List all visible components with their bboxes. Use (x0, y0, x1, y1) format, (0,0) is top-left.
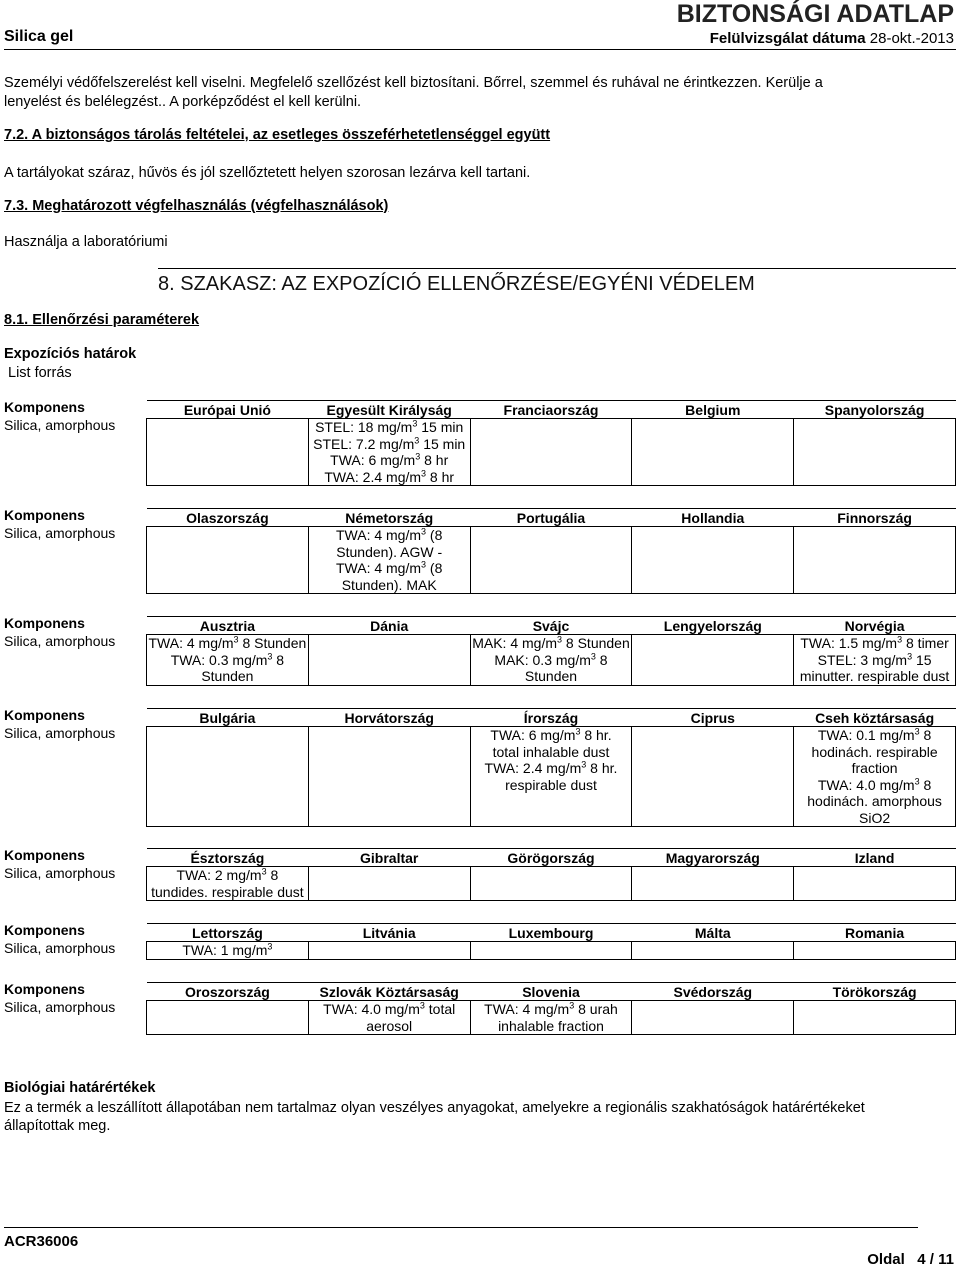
limit-cell: TWA: 4.0 $mg/m^3$ total aerosol (308, 1001, 470, 1035)
limit-cell (794, 867, 956, 901)
limit-cell (632, 867, 794, 901)
biological-limits-line-1: Ez a termék a leszállított állapotában nem tartalmaz olyan veszélyes anyagokat, amelyekre a regionális szakhatóságok határértékeket (4, 1100, 865, 1116)
country-header: Egyesült Királyság (308, 401, 470, 419)
country-header: Spanyolország (794, 401, 956, 419)
country-header: Svájc (470, 617, 632, 635)
revision-date-value: 28-okt.-2013 (869, 30, 954, 47)
country-header: Norvégia (794, 617, 956, 635)
limit-cell (470, 527, 632, 594)
country-header: Hollandia (632, 509, 794, 527)
intro-line-1: Személyi védőfelszerelést kell viselni. Megfelelő szellőzést kell biztosítani. Bőrrel, szemmel és ruhával ne érintkezzen. Kerülje a (4, 75, 823, 91)
limit-cell (147, 527, 309, 594)
country-header: Horvátország (308, 709, 470, 727)
country-header: Franciaország (470, 401, 632, 419)
limit-cell: TWA: 6 $mg/m^3$ 8 hr. total inhalable dust TWA: 2.4 $mg/m^3$ 8 hr. respirable dust (470, 727, 632, 827)
limit-cell (632, 942, 794, 960)
substance-name: Silica, amorphous (4, 525, 116, 541)
revision-date (710, 30, 954, 47)
biological-limits-line-2: állapítottak meg. (4, 1118, 111, 1134)
section-8-title: 8. SZAKASZ: AZ EXPOZÍCIÓ ELLENŐRZÉSE/EGYÉNI VÉDELEM (158, 273, 755, 295)
country-header: Ausztria (147, 617, 309, 635)
substance-name: Silica, amorphous (4, 940, 116, 956)
country-header: Törökország (794, 983, 956, 1001)
exposure-limits-heading: Expozíciós határok (4, 346, 137, 362)
limit-cell (147, 727, 309, 827)
limit-cell (308, 635, 470, 686)
limit-cell (308, 867, 470, 901)
country-header: Európai Unió (147, 401, 309, 419)
page-value: 4 / 11 (917, 1251, 954, 1268)
revision-label: Felülvizsgálat dátuma (709, 30, 866, 47)
product-name: Silica gel (4, 28, 74, 45)
limit-cell (632, 1001, 794, 1035)
section-7-2-heading: 7.2. A biztonságos tárolás feltételei, az esetleges összeférhetetlenséggel együtt (4, 127, 551, 143)
limit-cell (308, 727, 470, 827)
country-header: Németország (308, 509, 470, 527)
biological-limits-heading: Biológiai határértékek (4, 1080, 156, 1096)
country-header: Bulgária (147, 709, 309, 727)
limit-cell (632, 635, 794, 686)
country-header: Luxembourg (470, 924, 632, 942)
document-title: BIZTONSÁGI ADATLAP (676, 0, 954, 28)
component-label: Komponens (4, 922, 85, 938)
limit-cell: TWA: 1 $mg/m^3$ (147, 942, 309, 960)
component-label: Komponens (4, 399, 85, 415)
substance-name: Silica, amorphous (4, 865, 116, 881)
country-header: Izland (794, 849, 956, 867)
country-header: Finnország (794, 509, 956, 527)
exposure-limits-table (146, 923, 956, 960)
exposure-limits-table (146, 616, 956, 686)
limit-cell (308, 942, 470, 960)
component-label: Komponens (4, 981, 85, 997)
limit-cell (794, 527, 956, 594)
limit-cell (632, 419, 794, 486)
country-header: Slovenia (470, 983, 632, 1001)
limit-cell: MAK: 4 $mg/m^3$ 8 Stunden MAK: 0.3 $mg/m^3$ 8 Stunden (470, 635, 632, 686)
country-header: Lengyelország (632, 617, 794, 635)
country-header: Gibraltar (308, 849, 470, 867)
limit-cell (632, 727, 794, 827)
header-divider (4, 49, 956, 50)
section-7-3-text: Használja a laboratóriumi (4, 234, 168, 250)
country-header: Görögország (470, 849, 632, 867)
substance-name: Silica, amorphous (4, 417, 116, 433)
table-row (147, 867, 956, 901)
country-header: Belgium (632, 401, 794, 419)
limit-cell: TWA: 1.5 $mg/m^3$ 8 timer STEL: 3 $mg/m^3$ 15 minutter. respirable dust (794, 635, 956, 686)
limit-cell (794, 419, 956, 486)
component-label: Komponens (4, 615, 85, 631)
limit-cell (147, 1001, 309, 1035)
limit-cell: TWA: 4 $mg/m^3$ 8 urah inhalable fraction (470, 1001, 632, 1035)
country-header: Romania (794, 924, 956, 942)
substance-name: Silica, amorphous (4, 633, 116, 649)
country-header: Cseh köztársaság (794, 709, 956, 727)
country-header: Ciprus (632, 709, 794, 727)
limit-cell: TWA: 0.1 $mg/m^3$ 8 hodinách. respirable fraction TWA: 4.0 $mg/m^3$ 8 hodinách. amorphous SiO2 (794, 727, 956, 827)
country-header: Dánia (308, 617, 470, 635)
document-code: ACR36006 (4, 1233, 79, 1250)
country-header: Portugália (470, 509, 632, 527)
country-header: Svédország (632, 983, 794, 1001)
limit-cell: STEL: 18 $mg/m^3$ 15 min STEL: 7.2 $mg/m^3$ 15 min TWA: 6 $mg/m^3$ 8 hr TWA: 2.4 $mg/m^3$ 8 hr (308, 419, 470, 486)
substance-name: Silica, amorphous (4, 999, 116, 1015)
limit-cell (794, 942, 956, 960)
list-source-label: List forrás (8, 365, 72, 381)
table-row (147, 419, 956, 486)
footer-divider (4, 1227, 918, 1228)
country-header: Litvánia (308, 924, 470, 942)
section-8-1-heading: 8.1. Ellenőrzési paraméterek (4, 312, 200, 328)
country-header: Szlovák Köztársaság (308, 983, 470, 1001)
substance-name: Silica, amorphous (4, 725, 116, 741)
table-row (147, 1001, 956, 1035)
intro-line-2: lenyelést és belélegzést.. A porképződést el kell kerülni. (4, 94, 362, 110)
section-7-2-text: A tartályokat száraz, hűvös és jól szellőztetett helyen szorosan lezárva kell tartani. (4, 165, 531, 181)
limit-cell (470, 942, 632, 960)
exposure-limits-table (146, 848, 956, 901)
limit-cell (470, 419, 632, 486)
table-row (147, 635, 956, 686)
limit-cell: TWA: 2 $mg/m^3$ 8 tundides. respirable dust (147, 867, 309, 901)
table-row (147, 527, 956, 594)
limit-cell: TWA: 4 $mg/m^3$ 8 Stunden TWA: 0.3 $mg/m^3$ 8 Stunden (148, 634, 307, 684)
section-8-divider (158, 268, 956, 269)
limit-cell (794, 1001, 956, 1035)
country-header: Magyarország (632, 849, 794, 867)
component-label: Komponens (4, 707, 85, 723)
country-header: Írország (470, 709, 632, 727)
page-number (867, 1251, 954, 1268)
country-header: Lettország (147, 924, 309, 942)
section-7-3-heading: 7.3. Meghatározott végfelhasználás (végfelhasználások) (4, 198, 389, 214)
exposure-limits-table (146, 708, 956, 827)
table-row (147, 727, 956, 827)
exposure-limits-table (146, 508, 956, 594)
exposure-limits-table (146, 400, 956, 486)
page-label: Oldal (867, 1251, 905, 1268)
country-header: Olaszország (147, 509, 309, 527)
limit-cell (147, 419, 309, 486)
limit-cell: TWA: 4 $mg/m^3$ (8 Stunden). AGW - TWA: 4 $mg/m^3$ (8 Stunden). MAK (308, 527, 470, 594)
country-header: Oroszország (147, 983, 309, 1001)
table-row (147, 942, 956, 960)
limit-cell (470, 867, 632, 901)
limit-cell (632, 527, 794, 594)
country-header: Észtország (147, 849, 309, 867)
country-header: Málta (632, 924, 794, 942)
component-label: Komponens (4, 847, 85, 863)
component-label: Komponens (4, 507, 85, 523)
exposure-limits-table (146, 982, 956, 1035)
